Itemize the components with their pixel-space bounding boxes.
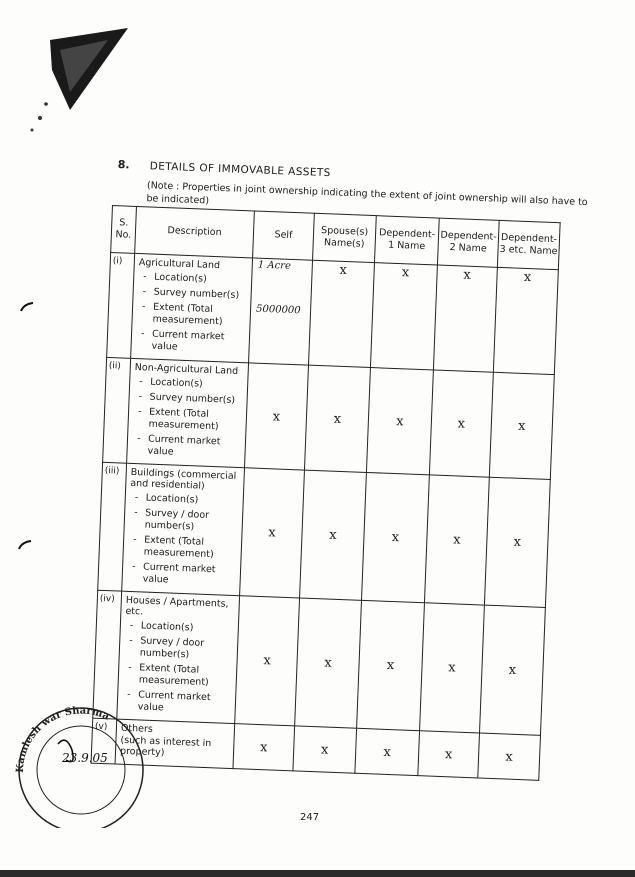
cell-spouse: x <box>300 470 367 600</box>
table-row <box>98 462 551 607</box>
row-item: - Survey / door number(s) <box>140 635 234 663</box>
row-description <box>127 358 249 467</box>
row-item: - Extent (Total measurement) <box>143 534 237 562</box>
section-title: DETAILS OF IMMOVABLE ASSETS <box>149 160 331 180</box>
cell-dependent-3: x <box>478 733 541 780</box>
cell-dependent-2: x <box>424 475 489 605</box>
row-description <box>122 463 245 595</box>
row-item: - Location(s) <box>141 620 234 636</box>
immovable-assets-table-wrapper <box>91 205 560 781</box>
cell-dependent-3: x <box>493 267 558 374</box>
cell-dependent-2: x <box>433 265 497 372</box>
row-description <box>131 253 253 362</box>
row-item-list <box>135 271 247 356</box>
row-item: - Current market value <box>151 329 245 357</box>
header-dependent-1: Dependent-1 Name <box>374 216 439 265</box>
table-row <box>103 357 555 479</box>
section-number: 8. <box>117 158 130 172</box>
row-item: - Location(s) <box>154 272 247 288</box>
row-sno: (iv) <box>93 590 122 719</box>
cell-self: x <box>240 468 305 598</box>
header-dependent-2: Dependent-2 Name <box>437 218 499 267</box>
cell-dependent-2: x <box>420 603 485 733</box>
row-category: Non-Agricultural Land <box>134 361 239 377</box>
cell-self: x <box>233 724 295 771</box>
stamp-text: Kamlesh war Sharma <box>14 705 111 774</box>
row-item: - Location(s) <box>150 377 243 393</box>
row-item: - Current market value <box>147 434 241 462</box>
cell-dependent-2: x <box>418 731 480 778</box>
row-category: Houses / Apartments, etc. <box>125 594 229 618</box>
handwritten-extent: 1 Acre <box>257 259 292 272</box>
cell-dependent-3: x <box>484 477 550 607</box>
cell-dependent-1: x <box>355 728 420 775</box>
header-dependent-3: Dependent-3 etc. Name <box>497 220 560 269</box>
cell-spouse: x <box>308 260 374 367</box>
row-item: - Survey / door number(s) <box>144 508 238 536</box>
row-item: - Survey number(s) <box>149 392 242 408</box>
header-spouse: Spouse(s) Name(s) <box>313 213 377 262</box>
row-item: - Extent (Total measurement) <box>152 302 246 330</box>
row-category-note: (such as interest in property) <box>119 734 212 759</box>
cell-self: x <box>235 596 300 726</box>
table-row <box>107 252 559 374</box>
handwritten-market-value: 5000000 <box>255 303 301 317</box>
cell-spouse: x <box>293 726 357 773</box>
row-item: - Survey number(s) <box>153 287 246 303</box>
row-sno: (ii) <box>103 357 131 463</box>
row-item-list <box>126 492 238 589</box>
scan-bottom-edge <box>0 870 635 877</box>
row-item: - Extent (Total measurement) <box>139 662 233 690</box>
cell-dependent-1: x <box>370 263 437 370</box>
row-sno: (iii) <box>98 462 127 591</box>
row-category: Agricultural Land <box>138 257 221 272</box>
official-round-stamp <box>6 698 156 828</box>
row-item: - Location(s) <box>146 493 239 509</box>
cell-dependent-3: x <box>489 372 554 479</box>
row-item-list <box>131 376 243 461</box>
header-self: Self <box>253 211 315 260</box>
row-item: - Current market value <box>142 561 236 589</box>
scan-margin-mark <box>18 540 32 550</box>
row-item: - Extent (Total measurement) <box>148 407 242 435</box>
table-row <box>93 590 546 735</box>
scan-corner-artifact <box>0 0 140 150</box>
scan-margin-mark <box>20 302 34 312</box>
cell-spouse: x <box>295 598 362 728</box>
row-item: - Current market value <box>138 689 232 717</box>
cell-dependent-2: x <box>429 370 493 477</box>
cell-dependent-1: x <box>366 368 433 475</box>
header-sno: S. No. <box>111 206 137 254</box>
stamp-signature-date: 23.9.05 <box>62 751 108 765</box>
row-sno: (i) <box>107 252 135 358</box>
row-category: Others <box>120 722 154 735</box>
cell-dependent-1: x <box>357 600 425 730</box>
cell-self <box>249 258 313 365</box>
section-header <box>117 158 598 209</box>
section-note: (Note : Properties in joint ownership indicating the extent of joint ownership will also have to be indicated) <box>146 180 588 209</box>
immovable-assets-table <box>91 205 561 781</box>
cell-dependent-1: x <box>362 472 430 602</box>
page-number: 247 <box>300 812 320 823</box>
header-description: Description <box>135 206 255 257</box>
row-category: Buildings (commercial and residential) <box>130 466 237 492</box>
row-sno: (v) <box>91 718 117 764</box>
cell-dependent-3: x <box>480 605 546 735</box>
cell-spouse: x <box>304 365 370 472</box>
cell-self: x <box>245 363 309 470</box>
